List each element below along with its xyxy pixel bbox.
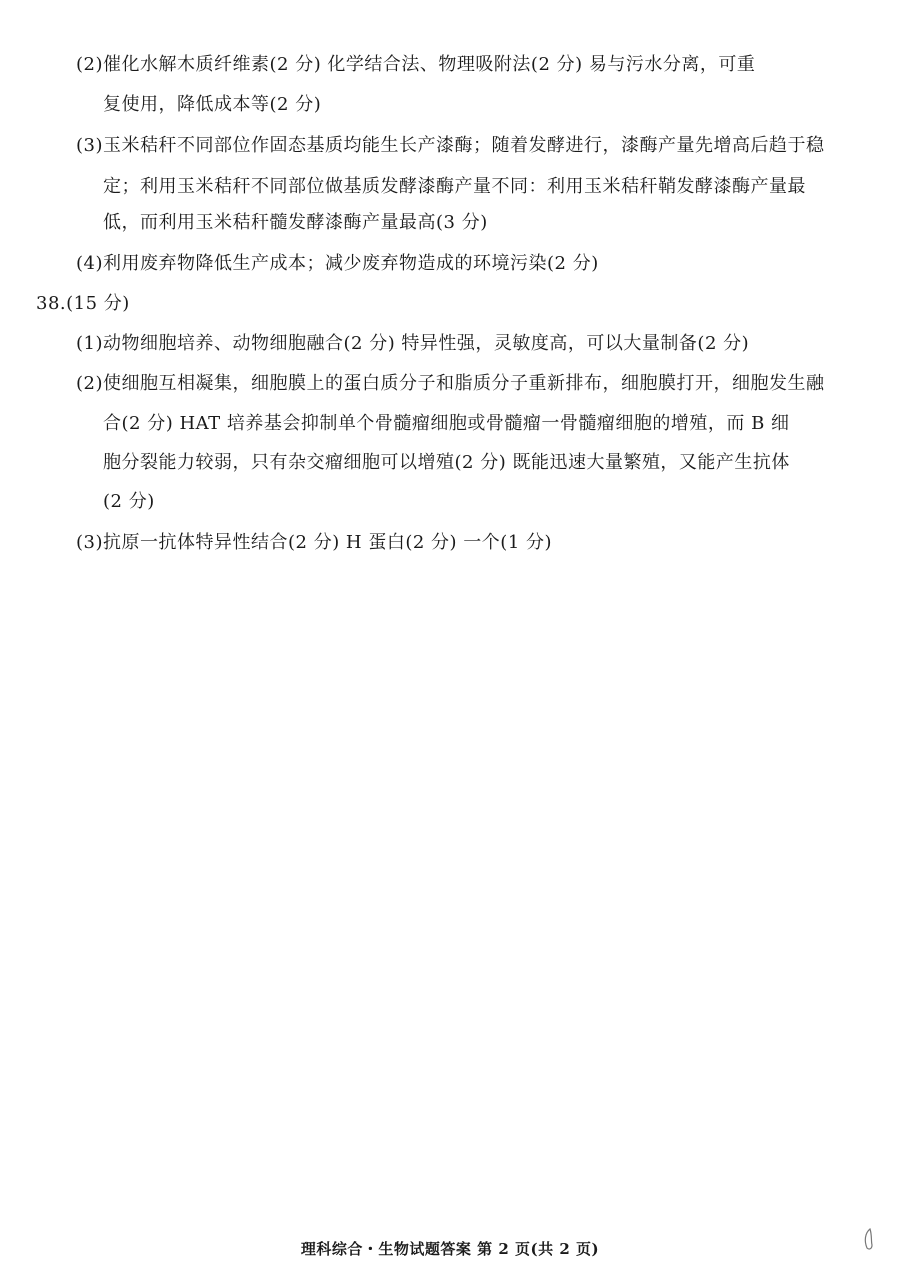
answer-37-4-line-1: (4)利用废弃物降低生产成本；减少废弃物造成的环境污染(2 分) xyxy=(76,253,599,274)
question-38-heading: 38.(15 分) xyxy=(36,293,130,314)
answer-37-3-line-3: 低，而利用玉米秸秆髓发酵漆酶产量最高(3 分) xyxy=(103,212,488,233)
page-footer: 理科综合・生物试题答案 第 2 页(共 2 页) xyxy=(300,1240,600,1258)
answer-38-2-line-3: 胞分裂能力较弱，只有杂交瘤细胞可以增殖(2 分) 既能迅速大量繁殖，又能产生抗体 xyxy=(103,452,790,473)
answer-37-2-line-2: 复使用，降低成本等(2 分) xyxy=(103,94,322,115)
answer-38-1-line-1: (1)动物细胞培养、动物细胞融合(2 分) 特异性强，灵敏度高，可以大量制备(2 分) xyxy=(76,333,750,354)
answer-38-2-line-2: 合(2 分) HAT 培养基会抑制单个骨髓瘤细胞或骨髓瘤一骨髓瘤细胞的增殖，而 B 细 xyxy=(103,413,790,434)
answer-38-2-line-4: (2 分) xyxy=(103,491,155,512)
answer-37-2-line-1: (2)催化水解木质纤维素(2 分) 化学结合法、物理吸附法(2 分) 易与污水分离，可重 xyxy=(76,54,756,75)
answer-37-3-line-2: 定；利用玉米秸秆不同部位做基质发酵漆酶产量不同：利用玉米秸秆鞘发酵漆酶产量最 xyxy=(103,176,806,197)
answer-38-3-line-1: (3)抗原一抗体特异性结合(2 分) H 蛋白(2 分) 一个(1 分) xyxy=(76,532,553,553)
answer-37-3-line-1: (3)玉米秸秆不同部位作固态基质均能生长产漆酶；随着发酵进行，漆酶产量先增高后趋于稳 xyxy=(76,135,825,156)
corner-scan-mark-icon xyxy=(862,1227,874,1251)
answer-38-2-line-1: (2)使细胞互相凝集，细胞膜上的蛋白质分子和脂质分子重新排布，细胞膜打开，细胞发生融 xyxy=(76,373,825,394)
